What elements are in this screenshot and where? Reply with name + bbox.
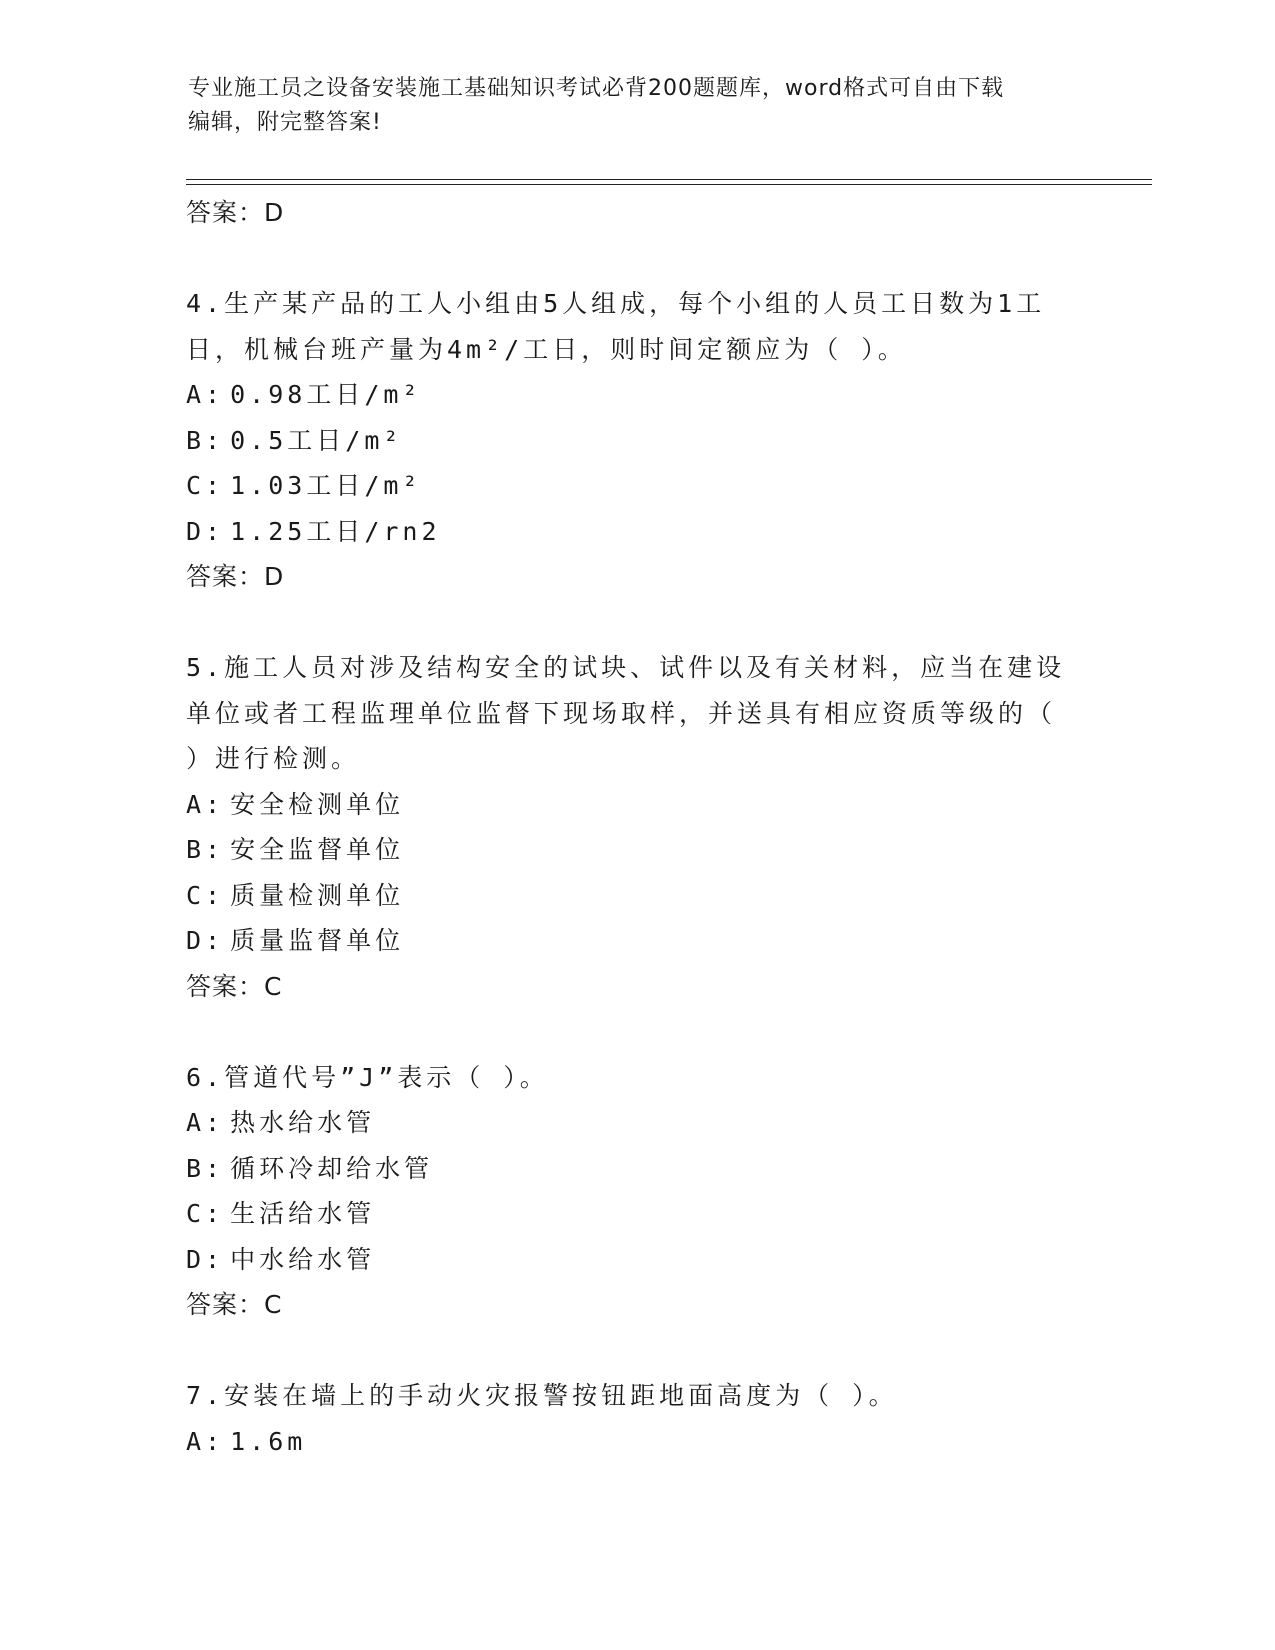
question-7 [186,1373,1086,1464]
question-stem [186,1373,1086,1419]
question-stem [186,281,1086,372]
question-stem [186,645,1086,782]
stem-line: 4.生产某产品的工人小组由5人组成，每个小组的人员工日数为1工 [186,289,1046,318]
option-d: D: 中水给水管 [186,1244,376,1274]
question-6 [186,1055,1086,1329]
option-a: A: 安全检测单位 [186,789,405,819]
answer-line: 答案：C [186,971,283,1001]
option-a: A: 1.6m [186,1426,307,1456]
question-4 [186,281,1086,600]
answer-line: 答案：D [186,562,285,591]
stem-line: 6.管道代号”J”表示（ ）。 [186,1062,549,1092]
stem-line: 日，机械台班产量为4m²/工日，则时间定额应为（ ）。 [186,334,907,364]
option-a: A: 0.98工日/m² [186,380,422,409]
option-b: B: 安全监督单位 [186,835,405,864]
answer-line: 答案：D [186,198,285,227]
question-stem [186,1055,1086,1101]
document-header [188,72,1068,140]
stem-line: 7.安装在墙上的手动火灾报警按钮距地面高度为（ ）。 [186,1381,898,1410]
option-b: B: 0.5工日/m² [186,425,403,455]
option-a: A: 热水给水管 [186,1108,376,1137]
document-body [186,190,1086,1464]
header-divider-bottom [186,184,1152,185]
option-d: D: 质量监督单位 [186,926,405,955]
question-5 [186,645,1086,1010]
header-divider-top [186,179,1152,180]
option-c: C: 质量检测单位 [186,880,405,910]
option-d: D: 1.25工日/rn2 [186,516,441,546]
stem-line: 5.施工人员对涉及结构安全的试块、试件以及有关材料，应当在建设 [186,653,1066,682]
stem-line: ）进行检测。 [186,744,361,773]
header-line-2: 编辑，附完整答案! [188,110,382,135]
header-line-1: 专业施工员之设备安装施工基础知识考试必背200题题库，word格式可自由下载 [188,76,1005,101]
option-b: B: 循环冷却给水管 [186,1153,434,1183]
stem-line: 单位或者工程监理单位监督下现场取样，并送具有相应资质等级的（ [186,698,1057,728]
option-c: C: 1.03工日/m² [186,471,422,500]
answer-line: 答案：C [186,1290,283,1319]
option-c: C: 生活给水管 [186,1199,376,1228]
